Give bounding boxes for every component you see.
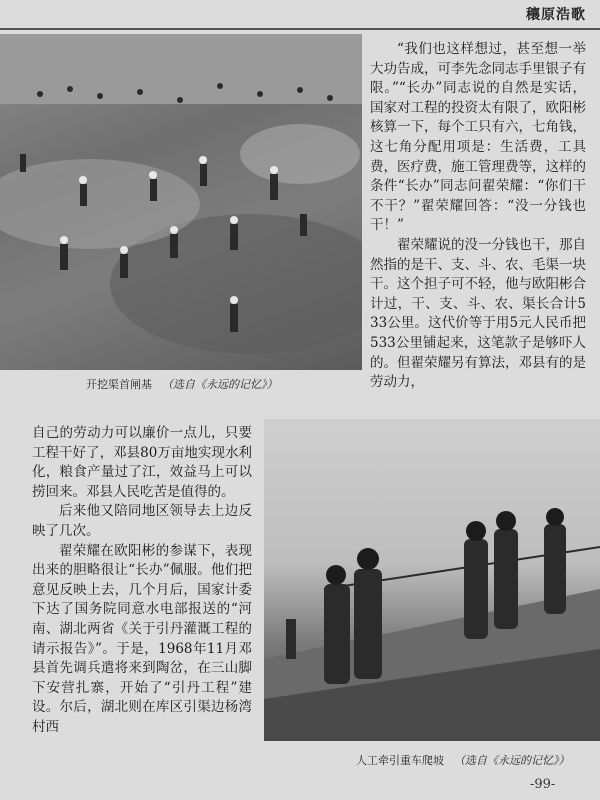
running-header-title: 穰原浩歌 [526, 7, 586, 23]
photo-hauling-cart [264, 419, 600, 741]
photo-top-caption-source: （选自《永远的记忆》） [162, 378, 278, 391]
photo-top-caption-text: 开挖渠首闸基 [86, 378, 152, 391]
paragraph: 自己的劳动力可以廉价一点儿，只要工程干好了，邓县80万亩地实现水利化，粮食产量过了江，效益马上可以捞回来。邓县人民吃苦是值得的。 [32, 425, 252, 500]
photo-top-caption [86, 376, 278, 392]
text-right-column [370, 40, 586, 393]
page-number: -99- [530, 777, 556, 792]
photo-hauling-cart-art [264, 419, 600, 741]
header-rule [0, 28, 600, 30]
photo-bottom-caption [356, 752, 570, 768]
photo-dam-excavation-art [0, 34, 362, 370]
paragraph: 翟荣耀说的没一分钱也干，那自然指的是干、支、斗、农、毛渠一块干。这个担子可不轻，他与欧阳彬合计过，干、支、斗、农、渠长合计533公里。这代价等于用5元人民币把533公里铺起来，这笔款子是够吓人的。但翟荣耀另有算法，邓县有的是劳动力， [370, 236, 586, 391]
photo-bottom-caption-text: 人工牵引重车爬坡 [356, 754, 444, 767]
photo-dam-excavation [0, 34, 362, 370]
text-left-column [32, 424, 252, 738]
paragraph: 翟荣耀在欧阳彬的参谋下，表现出来的胆略很让“长办”佩服。他们把意见反映上去，几个月后，国家计委下达了国务院同意水电部报送的“河南、湖北两省《关于引丹灌溉工程的请示报告》”。于是，1968年11月邓县首先调兵遣将来到陶岔，在三山脚下安营扎寨，开始了“引丹工程”建设。尔后，湖北则在库区引渠边杨湾村西 [32, 542, 252, 735]
photo-bottom-caption-source: （选自《永远的记忆》） [454, 754, 570, 767]
paragraph: “我们也这样想过，甚至想一举大功告成，可李先念同志手里银子有限。”“长办”同志说的自然是实话，国家对工程的投资太有限了，欧阳彬核算一下，每个工只有六，七角钱，这七角分配用项是：生活费，工具费，医疗费，施工管理费等，这样的条件“长办”同志问翟荣耀：“你们干不干？”翟荣耀回答：“没一分钱也干！” [370, 41, 586, 234]
paragraph: 后来他又陪同地区领导去上边反映了几次。 [32, 503, 252, 539]
